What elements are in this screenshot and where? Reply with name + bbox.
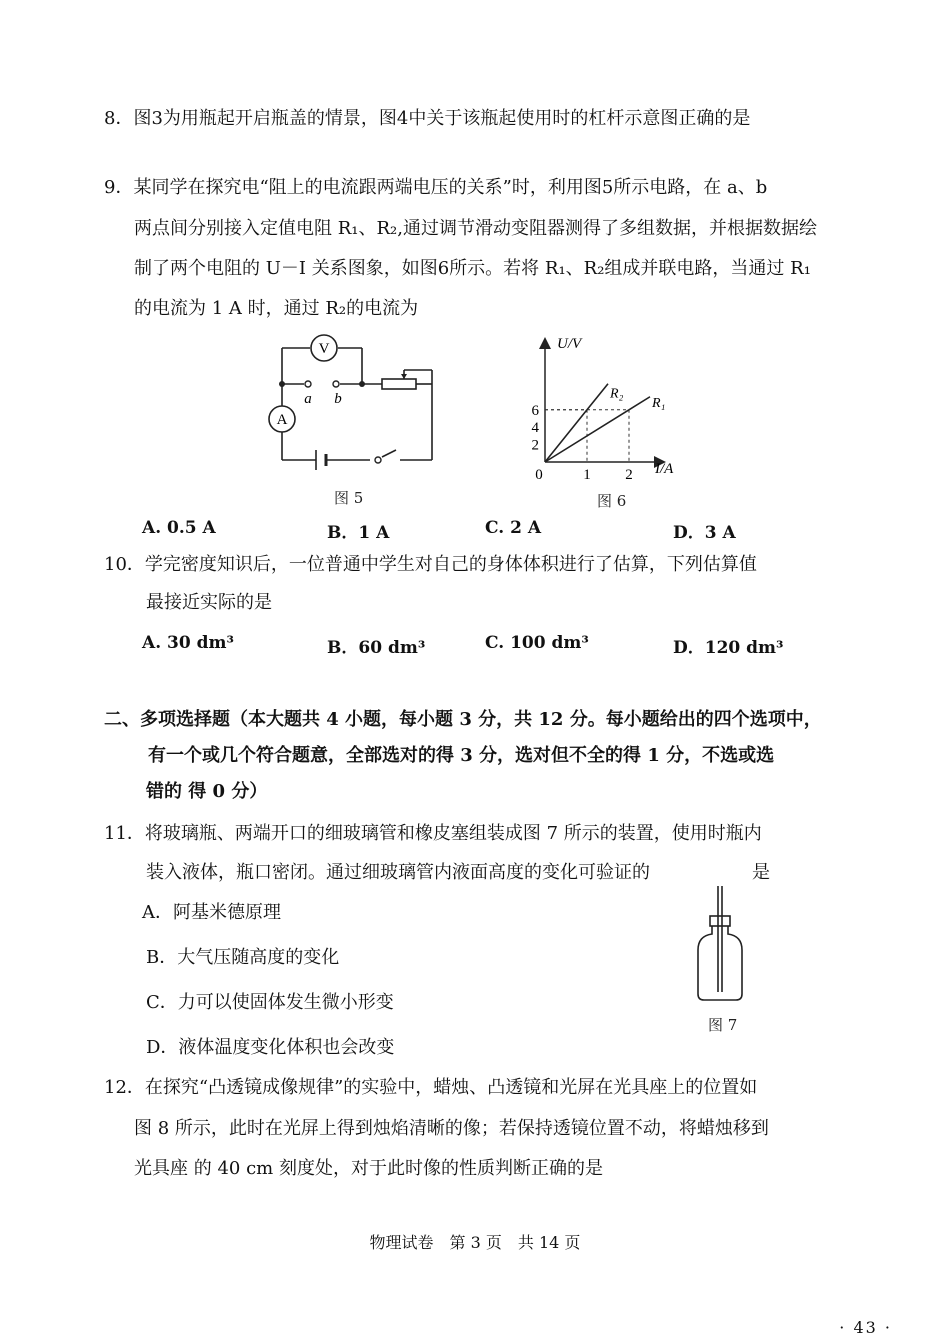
fig7-bottle [690, 882, 750, 1007]
q8-line [104, 107, 750, 131]
y-tick-4: 4 [531, 420, 539, 437]
q12-line-1 [104, 1076, 757, 1100]
q10-number: 10． [104, 554, 145, 575]
fig7-caption: 图 7 [708, 1016, 738, 1034]
q9-number: 9． [104, 177, 134, 198]
section2-heading-1: 二、多项选择题（本大题共 4 小题，每小题 3 分，共 12 分。每小题给出的四个选项中， [104, 709, 822, 730]
q10-option-a[interactable]: A. 30 dm³ [142, 633, 234, 653]
q10-line-2: 最接近实际的是 [146, 592, 272, 613]
q9-line-1 [104, 176, 767, 200]
q11-option-c[interactable]: C．力可以使固体发生微小形变 [146, 992, 394, 1013]
y-axis-label: U/V [557, 336, 582, 352]
q9-line-4: 的电流为 1 A 时，通过 R₂的电流为 [134, 298, 419, 319]
q10-option-b[interactable]: B．60 dm³ [327, 638, 426, 658]
q12-number: 12． [104, 1077, 145, 1098]
q9-text-1: 某同学在探究电“阻上的电流跟两端电压的关系”时，利用图5所示电路，在 a、b [133, 177, 768, 198]
page-footer: 物理试卷 第 3 页 共 14 页 [369, 1233, 581, 1252]
y-tick-6: 6 [531, 402, 539, 419]
q11-line-1 [104, 822, 762, 846]
q9-option-d[interactable]: D．3 A [673, 523, 736, 543]
q12-line-3: 光具座 的 40 cm 刻度处，对于此时像的性质判断正确的是 [134, 1158, 603, 1179]
q11-line-2-tail: 是 [752, 862, 770, 883]
point-a-label: a [304, 391, 312, 407]
q10-line-1 [104, 553, 757, 577]
series-label-r2: R₂ [610, 386, 624, 402]
x-tick-2: 2 [625, 467, 633, 480]
series-line-r1 [545, 397, 650, 462]
section2-heading-3: 错的 得 0 分） [146, 781, 268, 802]
x-tick-0: 0 [535, 467, 543, 480]
q10-option-d[interactable]: D．120 dm³ [673, 638, 784, 658]
y-tick-2: 2 [531, 437, 539, 454]
q11-option-b[interactable]: B．大气压随高度的变化 [146, 947, 340, 968]
x-axis-label: I/A [655, 461, 674, 477]
point-b-label: b [334, 391, 342, 407]
ammeter-label: A [276, 412, 288, 428]
q11-option-d[interactable]: D．液体温度变化体积也会改变 [146, 1037, 395, 1058]
q9-line-3: 制了两个电阻的 U－I 关系图象，如图6所示。若将 R₁、R₂组成并联电路，当通过 R₁ [134, 258, 811, 279]
series-line-r2 [545, 384, 608, 462]
series-label-r1: R₁ [652, 395, 666, 411]
q9-option-c[interactable]: C. 2 A [485, 518, 542, 538]
q11-text-1: 将玻璃瓶、两端开口的细玻璃管和橡皮塞组装成图 7 所示的装置，使用时瓶内 [144, 823, 762, 844]
q9-option-a[interactable]: A. 0.5 A [142, 518, 216, 538]
q11-option-a[interactable]: A．阿基米德原理 [142, 902, 281, 923]
voltmeter-label: V [318, 341, 330, 357]
q9-line-2: 两点间分别接入定值电阻 R₁、R₂,通过调节滑动变阻器测得了多组数据，并根据数据绘 [134, 218, 817, 239]
q12-text-1: 在探究“凸透镜成像规律”的实验中，蜡烛、凸透镜和光屏在光具座上的位置如 [144, 1077, 758, 1098]
page-number: · 43 · [839, 1318, 892, 1337]
q8-text: 图3为用瓶起开启瓶盖的情景，图4中关于该瓶起使用时的杠杆示意图正确的是 [133, 108, 751, 129]
fig5-caption: 图 5 [334, 489, 364, 507]
fig6-chart [515, 330, 695, 480]
section2-heading-2: 有一个或几个符合题意，全部选对的得 3 分，选对但不全的得 1 分，不选或选 [148, 745, 775, 766]
q11-number: 11． [104, 823, 145, 844]
q8-number: 8． [104, 108, 134, 129]
fig5-circuit [262, 330, 442, 470]
q10-option-c[interactable]: C. 100 dm³ [485, 633, 589, 653]
q9-option-b[interactable]: B．1 A [327, 523, 390, 543]
q11-line-2: 装入液体，瓶口密闭。通过细玻璃管内液面高度的变化可验证的 [146, 862, 650, 883]
fig6-caption: 图 6 [597, 492, 627, 510]
q10-text-1: 学完密度知识后，一位普通中学生对自己的身体体积进行了估算，下列估算值 [144, 554, 757, 575]
q12-line-2: 图 8 所示，此时在光屏上得到烛焰清晰的像；若保持透镜位置不动，将蜡烛移到 [134, 1118, 769, 1139]
x-tick-1: 1 [583, 467, 591, 480]
